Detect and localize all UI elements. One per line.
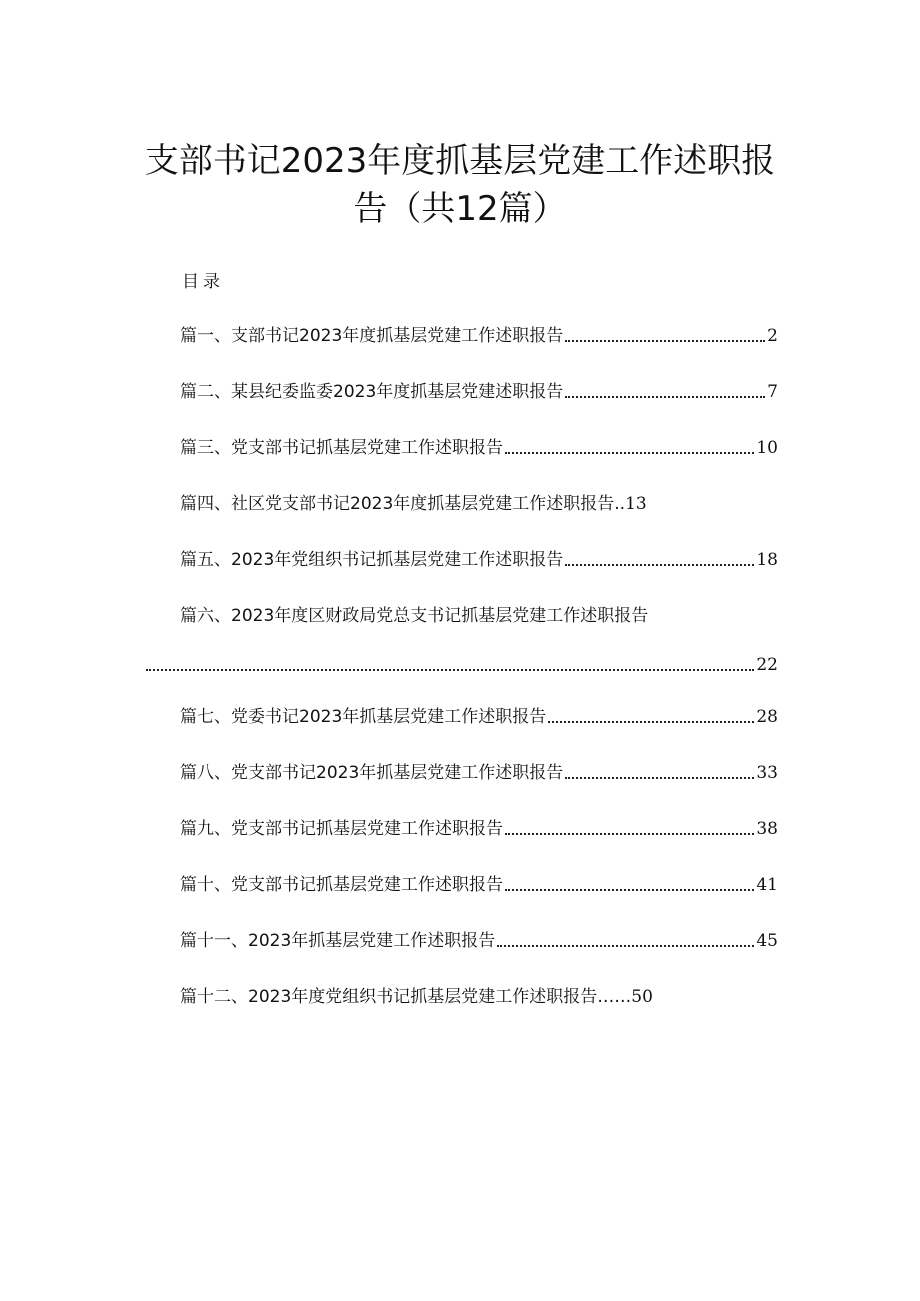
toc-entry-title: 篇六、2023年度区财政局党总支书记抓基层党建工作述职报告 — [180, 606, 649, 626]
toc-leader-dots — [505, 833, 754, 835]
toc-entry-page: 33 — [756, 763, 778, 783]
toc-entry[interactable] — [180, 760, 778, 786]
document-title-line-2: 告（共12篇） — [353, 189, 567, 229]
toc-entry-title: 篇十二、2023年度党组织书记抓基层党建工作述职报告 — [180, 987, 598, 1007]
toc-entry-title: 篇四、社区党支部书记2023年度抓基层党建工作述职报告 — [180, 494, 615, 514]
toc-entry-page: 41 — [756, 875, 778, 895]
toc-entry-page: 45 — [756, 931, 778, 951]
toc-entry-continuation[interactable] — [146, 652, 778, 678]
toc-leader-dots — [497, 945, 754, 947]
toc-entry-page: 22 — [756, 655, 778, 675]
toc-leader-dots — [565, 777, 754, 779]
toc-entry-title: 篇十一、2023年抓基层党建工作述职报告 — [180, 931, 496, 951]
toc-entry-page: 18 — [756, 550, 778, 570]
toc-entry-page: 38 — [756, 819, 778, 839]
toc-leader-dots: .. — [614, 494, 626, 514]
toc-entry[interactable] — [180, 547, 778, 573]
toc-entry-title: 篇七、党委书记2023年抓基层党建工作述职报告 — [180, 707, 547, 727]
toc-leader-dots — [505, 889, 754, 891]
toc-leader-dots — [565, 340, 765, 342]
toc-entry-title: 篇五、2023年党组织书记抓基层党建工作述职报告 — [180, 550, 564, 570]
toc-entry-title: 篇八、党支部书记2023年抓基层党建工作述职报告 — [180, 763, 564, 783]
toc-leader-dots: …… — [597, 987, 632, 1007]
toc-entry-page: 50 — [631, 987, 653, 1007]
toc-leader-dots — [565, 564, 754, 566]
toc-leader-dots — [548, 721, 754, 723]
toc-entry[interactable] — [180, 984, 653, 1010]
toc-entry[interactable] — [180, 379, 778, 405]
toc-leader-dots — [146, 669, 754, 671]
toc-entry-title: 篇三、党支部书记抓基层党建工作述职报告 — [180, 438, 503, 458]
toc-entry[interactable] — [180, 435, 778, 461]
toc-entry-title: 篇一、支部书记2023年度抓基层党建工作述职报告 — [180, 326, 564, 346]
document-title-line-1: 支部书记2023年度抓基层党建工作述职报 — [144, 141, 776, 181]
toc-leader-dots — [565, 396, 765, 398]
toc-entry-page: 10 — [756, 438, 778, 458]
toc-heading: 目录 — [182, 272, 224, 292]
toc-entry-title: 篇九、党支部书记抓基层党建工作述职报告 — [180, 819, 503, 839]
toc-entry-page: 7 — [767, 382, 778, 402]
toc-entry[interactable] — [180, 816, 778, 842]
toc-entry-title: 篇二、某县纪委监委2023年度抓基层党建述职报告 — [180, 382, 564, 402]
toc-entry[interactable] — [180, 491, 647, 517]
toc-leader-dots — [505, 452, 754, 454]
toc-entry[interactable] — [180, 603, 648, 629]
toc-entry-title: 篇十、党支部书记抓基层党建工作述职报告 — [180, 875, 503, 895]
toc-entry[interactable] — [180, 323, 778, 349]
toc-entry-page: 13 — [625, 494, 647, 514]
toc-entry[interactable] — [180, 928, 778, 954]
toc-entry[interactable] — [180, 704, 778, 730]
toc-entry-page: 2 — [767, 326, 778, 346]
toc-entry-page: 28 — [756, 707, 778, 727]
toc-entry[interactable] — [180, 872, 778, 898]
